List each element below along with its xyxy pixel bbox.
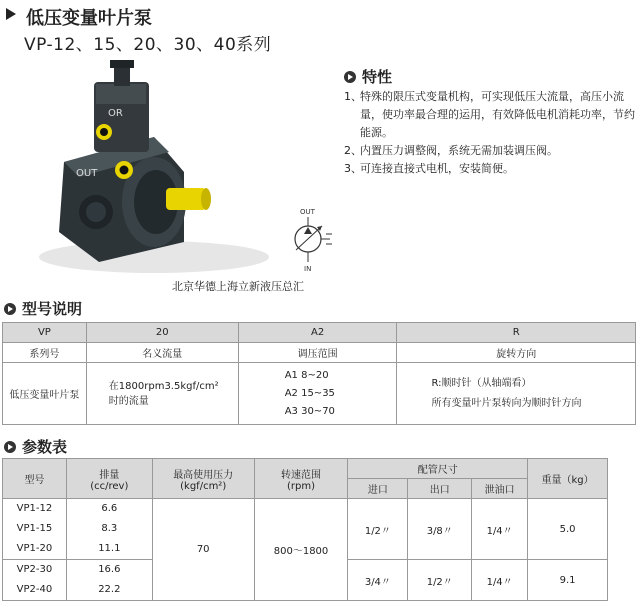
flow-cell — [86, 363, 238, 425]
header-text: 转速范围 — [281, 469, 322, 481]
header-speed — [254, 459, 348, 499]
symbol-in-label: IN — [304, 265, 312, 273]
page-subtitle: VP-12、15、20、30、40系列 — [24, 35, 272, 55]
outlet-value: 3/8〃 — [408, 499, 472, 560]
header-text: 最高使用压力 — [173, 469, 234, 481]
header-pressure — [152, 459, 254, 499]
rotation-line: R:顺时针（从轴端看） — [431, 377, 532, 389]
inlet-value: 1/2〃 — [348, 499, 408, 560]
weight-value: 9.1 — [528, 560, 608, 601]
header-displacement — [66, 459, 152, 499]
header-outlet: 出口 — [408, 479, 472, 499]
params-table — [2, 458, 608, 601]
table-cell: 系列号 — [3, 343, 87, 363]
pressure-line: A3 30~70 — [284, 405, 335, 417]
header-unit: (rpm) — [287, 480, 316, 492]
feature-item — [344, 88, 639, 142]
table-cell: R — [397, 323, 636, 343]
symbol-out-label: OUT — [300, 208, 315, 216]
page-title: 低压变量叶片泵 — [26, 8, 152, 29]
table-row — [3, 459, 608, 479]
model-name: VP1-15 — [16, 523, 53, 534]
feature-number: 1、 — [344, 90, 362, 103]
table-cell: A2 — [238, 323, 397, 343]
model-section-title: 型号说明 — [22, 300, 83, 318]
weight-value: 5.0 — [528, 499, 608, 560]
disp-value: 11.1 — [98, 543, 121, 554]
feature-text: 内置压力调整阀，系统无需加装调压阀。 — [360, 144, 558, 157]
image-caption: 北京华德上海立新液压总汇 — [172, 280, 304, 293]
speed-value: 800～1800 — [254, 499, 348, 601]
hydraulic-pump-symbol — [288, 204, 338, 274]
or-label: OR — [108, 108, 123, 119]
outlet-value: 1/2〃 — [408, 560, 472, 601]
table-row — [3, 363, 636, 425]
header-unit: (kgf/cm²) — [180, 480, 227, 492]
disp-value: 16.6 — [98, 564, 121, 575]
header-weight: 重量（kg） — [528, 459, 608, 499]
flow-line: 时的流量 — [108, 395, 149, 407]
model-name: VP2-30 — [16, 564, 53, 575]
model-cell — [3, 560, 67, 601]
features-header — [344, 66, 392, 87]
title-arrow-icon — [6, 8, 16, 20]
pressure-cell — [238, 363, 397, 425]
table-cell: 旋转方向 — [397, 343, 636, 363]
feature-item — [344, 142, 639, 160]
disp-value: 8.3 — [101, 523, 118, 534]
disp-cell — [66, 560, 152, 601]
drain-value: 1/4〃 — [472, 560, 528, 601]
header-unit: (cc/rev) — [90, 480, 129, 492]
header-pipe: 配管尺寸 — [348, 459, 528, 479]
header-drain: 泄油口 — [472, 479, 528, 499]
bullet-arrow-icon — [4, 441, 16, 453]
header-text: 排量 — [99, 469, 120, 481]
feature-text: 可连接直接式电机，安装简便。 — [360, 162, 514, 175]
table-cell: 低压变量叶片泵 — [3, 363, 87, 425]
feature-text: 特殊的限压式变量机构，可实现低压大流量，高压小流量，使功率最合理的运用，有效降低电机消耗功率，节约能源。 — [360, 90, 635, 139]
bullet-arrow-icon — [4, 303, 16, 315]
disp-value: 6.6 — [101, 503, 118, 514]
drain-value: 1/4〃 — [472, 499, 528, 560]
table-row — [3, 499, 608, 560]
features-list — [344, 88, 639, 178]
rotation-line: 所有变量叶片泵转向为顺时针方向 — [431, 397, 582, 409]
table-cell: 调压范围 — [238, 343, 397, 363]
disp-value: 22.2 — [98, 584, 121, 595]
params-section-title: 参数表 — [22, 438, 68, 456]
model-cell — [3, 499, 67, 560]
rotation-cell — [397, 363, 636, 425]
disp-cell — [66, 499, 152, 560]
table-cell: 名义流量 — [86, 343, 238, 363]
out-label: OUT — [76, 168, 98, 179]
features-title: 特性 — [362, 68, 393, 86]
model-name: VP1-12 — [16, 503, 53, 514]
params-section-header — [4, 436, 67, 457]
feature-number: 2、 — [344, 144, 362, 157]
table-row — [3, 343, 636, 363]
vane-pump-image — [4, 52, 334, 292]
model-table — [2, 322, 636, 425]
feature-number: 3、 — [344, 162, 362, 175]
inlet-value: 3/4〃 — [348, 560, 408, 601]
feature-item — [344, 160, 639, 178]
model-name: VP2-40 — [16, 584, 53, 595]
pressure-line: A2 15~35 — [284, 387, 335, 399]
flow-line: 在1800rpm3.5kgf/cm² — [108, 380, 219, 392]
pressure-line: A1 8~20 — [284, 369, 329, 381]
header-inlet: 进口 — [348, 479, 408, 499]
model-name: VP1-20 — [16, 543, 53, 554]
model-section-header — [4, 298, 82, 319]
table-row — [3, 323, 636, 343]
pressure-value: 70 — [152, 499, 254, 601]
header-model: 型号 — [3, 459, 67, 499]
table-cell: 20 — [86, 323, 238, 343]
bullet-arrow-icon — [344, 71, 356, 83]
table-cell: VP — [3, 323, 87, 343]
